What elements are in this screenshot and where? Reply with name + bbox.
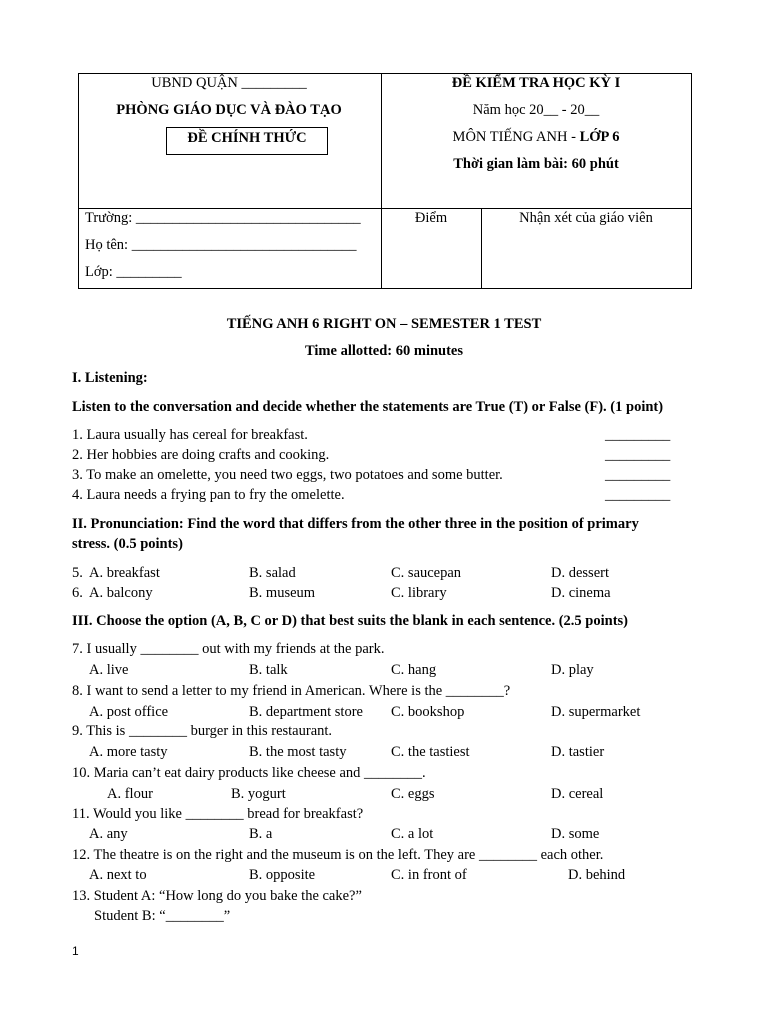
- question-number: 6.: [72, 585, 83, 601]
- option-b: B. yogurt: [231, 786, 286, 802]
- subject-grade: LỚP 6: [579, 129, 620, 145]
- option-b: B. opposite: [249, 867, 316, 883]
- time-allotted: Time allotted: 60 minutes: [304, 343, 464, 359]
- option-a: A. next to: [89, 867, 147, 883]
- section1-heading: I. Listening:: [72, 370, 148, 386]
- class-field: Lớp: _________: [85, 264, 182, 280]
- listening-statement: 1. Laura usually has cereal for breakfast.: [72, 427, 308, 443]
- district-label: UBND QUẬN _________: [151, 75, 307, 91]
- header-column-divider: [381, 74, 382, 288]
- question-text: 13. Student A: “How long do you bake the cake?”: [72, 888, 362, 904]
- school-year: Năm học 20__ - 20__: [472, 102, 600, 118]
- question-text: 8. I want to send a letter to my friend in American. Where is the ________?: [72, 683, 511, 699]
- score-label: Điểm: [414, 210, 448, 226]
- option-b: B. a: [249, 826, 273, 842]
- option-c: C. in front of: [391, 867, 467, 883]
- header-row-divider: [79, 208, 691, 209]
- score-column-divider: [481, 208, 482, 288]
- time-limit: Thời gian làm bài: 60 phút: [453, 156, 619, 172]
- option-b: B. department store: [249, 704, 363, 720]
- option-d: D. behind: [568, 867, 626, 883]
- option-a: A. flour: [107, 786, 153, 802]
- option-a: A. any: [89, 826, 128, 842]
- question-text: 12. The theatre is on the right and the museum is on the left. They are ________ each other.: [72, 847, 604, 863]
- page-number: 1: [72, 944, 79, 958]
- option-b: B. talk: [249, 662, 288, 678]
- option-c: C. hang: [391, 662, 437, 678]
- option-c: C. saucepan: [391, 565, 462, 581]
- option-d: D. cinema: [551, 585, 611, 601]
- question-number: 5.: [72, 565, 83, 581]
- answer-blank: _________: [605, 467, 671, 483]
- listening-statement: 2. Her hobbies are doing crafts and cooking.: [72, 447, 330, 463]
- test-title: TIẾNG ANH 6 RIGHT ON – SEMESTER 1 TEST: [226, 316, 542, 332]
- option-c: C. bookshop: [391, 704, 465, 720]
- listening-statement: 3. To make an omelette, you need two eggs, two potatoes and some butter.: [72, 467, 503, 483]
- official-label: ĐỀ CHÍNH THỨC: [187, 130, 307, 146]
- section3-instruction: III. Choose the option (A, B, C or D) that best suits the blank in each sentence. (2.5 points): [72, 613, 629, 629]
- option-d: D. tastier: [551, 744, 605, 760]
- option-a: A. balcony: [89, 585, 153, 601]
- student-b-line: Student B: “________”: [94, 908, 231, 924]
- question-text: 9. This is ________ burger in this restaurant.: [72, 723, 333, 739]
- listening-statement: 4. Laura needs a frying pan to fry the omelette.: [72, 487, 345, 503]
- section2-instruction-line2: stress. (0.5 points): [72, 536, 183, 552]
- answer-blank: _________: [605, 447, 671, 463]
- subject-prefix: MÔN TIẾNG ANH -: [452, 129, 580, 145]
- option-d: D. some: [551, 826, 600, 842]
- option-d: D. supermarket: [551, 704, 641, 720]
- option-d: D. play: [551, 662, 594, 678]
- subject-line: [453, 129, 620, 146]
- option-c: C. a lot: [391, 826, 434, 842]
- option-a: A. live: [89, 662, 129, 678]
- option-a: A. post office: [89, 704, 169, 720]
- option-c: C. the tastiest: [391, 744, 470, 760]
- section2-instruction-line1: II. Pronunciation: Find the word that differs from the other three in the position of primary: [72, 516, 639, 532]
- school-field: Trường: _______________________________: [85, 210, 361, 226]
- section1-instruction: Listen to the conversation and decide whether the statements are True (T) or False (F). (1 point): [72, 399, 664, 415]
- question-text: 7. I usually ________ out with my friends at the park.: [72, 641, 385, 657]
- option-a: A. breakfast: [89, 565, 160, 581]
- department-label: PHÒNG GIÁO DỤC VÀ ĐÀO TẠO: [116, 102, 342, 118]
- option-c: C. eggs: [391, 786, 435, 802]
- option-d: D. dessert: [551, 565, 609, 581]
- option-d: D. cereal: [551, 786, 604, 802]
- option-b: B. salad: [249, 565, 296, 581]
- comment-label: Nhận xét của giáo viên: [519, 210, 653, 226]
- answer-blank: _________: [605, 427, 671, 443]
- option-a: A. more tasty: [89, 744, 168, 760]
- option-b: B. the most tasty: [249, 744, 347, 760]
- option-c: C. library: [391, 585, 447, 601]
- question-text: 10. Maria can’t eat dairy products like cheese and ________.: [72, 765, 426, 781]
- option-b: B. museum: [249, 585, 316, 601]
- exam-title: ĐỀ KIỂM TRA HỌC KỲ I: [451, 75, 621, 91]
- name-field: Họ tên: _______________________________: [85, 237, 357, 253]
- answer-blank: _________: [605, 487, 671, 503]
- question-text: 11. Would you like ________ bread for breakfast?: [72, 806, 364, 822]
